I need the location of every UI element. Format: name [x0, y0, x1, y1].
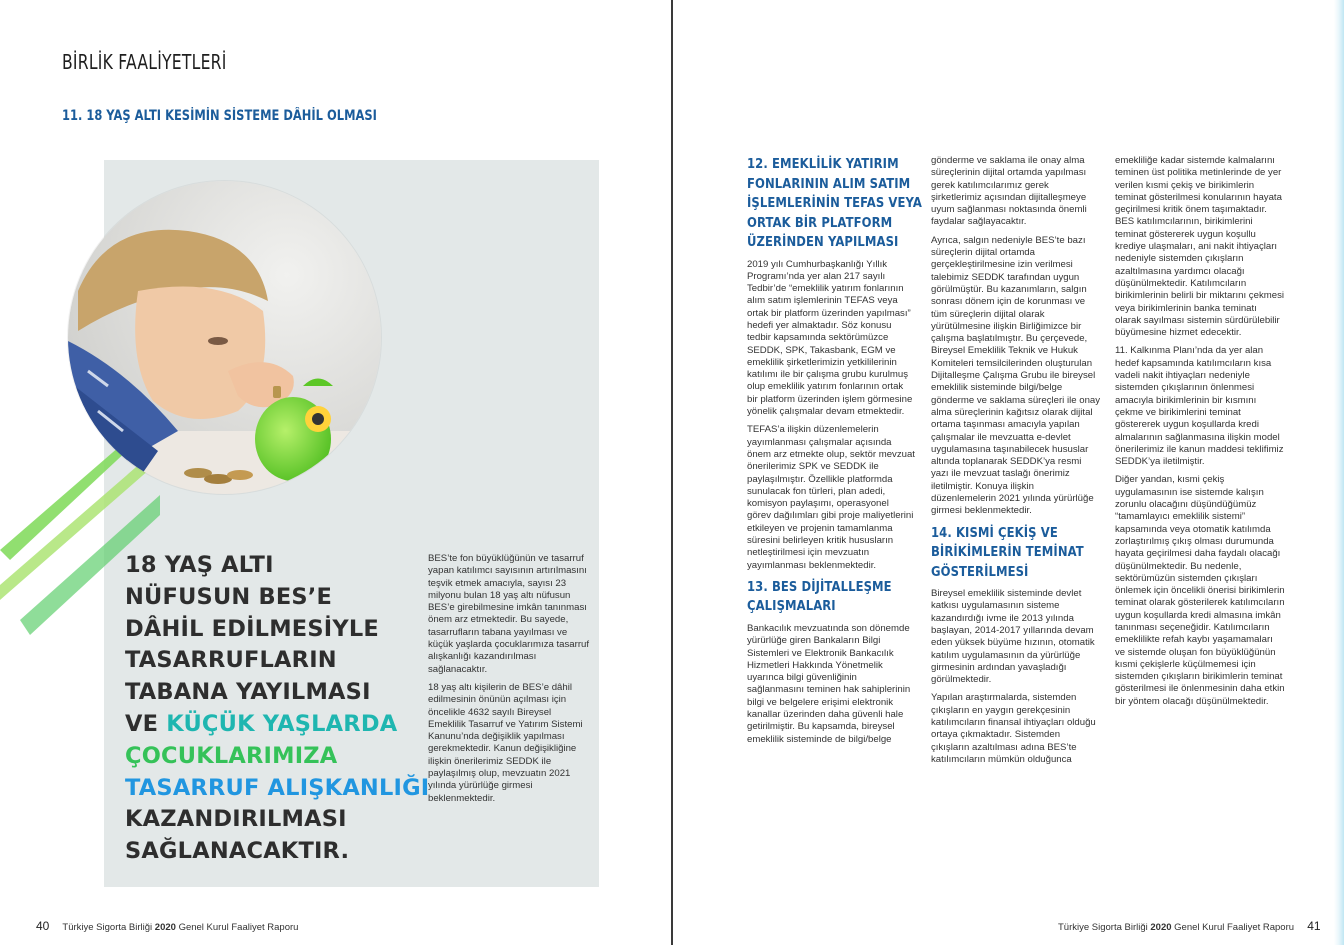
quote-line: SAĞLANACAKTIR.	[125, 838, 350, 865]
paragraph: Ayrıca, salgın nedeniyle BES’te bazı süreçlerin dijital ortamda gerçekleştirilmesine izin verilmesi talebimiz SEDDK tarafından uygun görülmüştür. Bu kazanımların, salgın sonrası dönem için de korunması ve tüm süreçlerin dijital olarak yürütülmesine ilişkin Birliğimizce bir çalışma başlatılmıştır. Bu çerçevede, Bireysel Emeklilik Teknik ve Hukuk Komiteleri temsilcilerinden oluşturulan Dijitalleşme Çalışma Grubu ile bireysel emeklilik sisteminde bilgi/belge gönderme ve saklama süreçleri ile onay alma süreçlerinin kağıtsız olarak dijital ortama taşınması amacıyla yapılan çalışmalar ile mevzuatta e-devlet uygulamasına taşınabilecek hususlar altında toplanarak SEDDK’ya resmi yazı ile mevzuat taslağı önerimiz iletilmiştir. Konuya ilişkin düzenlemelerin 2021 yılında yürürlüğe girmesi beklenmektedir.	[931, 234, 1101, 517]
heading-line: BİRİKİMLERİN TEMİNAT	[931, 544, 1084, 561]
child-saving-coin-photo	[68, 181, 381, 494]
footer-org: Türkiye Sigorta Birliği	[62, 922, 153, 933]
page-number: 41	[1307, 919, 1321, 933]
quote-highlight-teal: KÜÇÜK YAŞLARDA	[166, 710, 398, 737]
paragraph: gönderme ve saklama ile onay alma süreçlerinin dijital ortamda yapılması gerek katılımcılarımız gerek şirketlerimiz açısından dijitalleşmeye uyum sağlanması noktasında önemli faydalar sağlayacaktır.	[931, 155, 1087, 228]
left-footer	[36, 919, 298, 933]
section-title: BİRLİK FAALİYETLERİ	[62, 50, 227, 74]
heading-line: 13. BES DİJİTALLEŞME	[747, 578, 892, 595]
paragraph: 11. Kalkınma Planı’nda da yer alan hedef kapsamında katılımcıların kısa vadeli nakit ihtiyaçları nedeniyle sistemden çıkışlarının önlenmesi amacıyla birikimlerinin bir kısmını çekme ve birikimlerini teminat göstererek uygun koşullarda kredi almalarının sağlanmasına ilişkin model önerilerimiz ile kanun maddesi teklifimiz SEDDK’ya iletilmiştir.	[1115, 345, 1284, 468]
pull-quote	[125, 550, 430, 868]
page-edge-gradient	[1334, 0, 1344, 945]
paragraph: 18 yaş altı kişilerin de BES’e dâhil edilmesinin önünün açılması için öncelikle 4632 sayılı Bireysel Emeklilik Tasarruf ve Yatırım Sistemi Kanunu’nda değişiklik yapılması gerekmektedir. Kanun değişikliğine ilişkin önerilerimiz SEDDK ile paylaşılmış olup, mevzuatın 2021 yılında yürürlüğe girmesi beklenmektedir.	[428, 681, 583, 804]
quote-line: KAZANDIRILMASI	[125, 806, 347, 833]
quote-line: NÜFUSUN BES’E	[125, 583, 333, 610]
footer-report: Genel Kurul Faaliyet Raporu	[178, 922, 299, 933]
section-subtitle: 11. 18 YAŞ ALTI KESİMİN SİSTEME DÂHİL OLMASI	[62, 108, 377, 124]
heading-line: ORTAK BİR PLATFORM	[747, 214, 893, 231]
heading-line: 12. EMEKLİLİK YATIRIM	[747, 156, 899, 172]
paragraph: TEFAS’a ilişkin düzenlemelerin yayımlanması çalışmalar açısında önem arz etmekte olup, sektör mevzuat önerilerimiz SPK ve SEDDK ile paylaşılmıştır. Özellikle platformda sunulacak fon türleri, plan adedi, komisyon paylaşımı, operasyonel görev dağılımları gibi proje maliyetlerini etkileyen ve projenin tamamlanma süresini belirleyen kritik hususların netleştirilmesi için mevzuatın yayımlanması beklenmektedir.	[747, 424, 915, 571]
paragraph: 2019 yılı Cumhurbaşkanlığı Yıllık Programı’nda yer alan 217 sayılı Tedbir’de “emeklilik yatırım fonlarının alım satım işlemlerinin TEFAS veya ortak bir platform üzerinden yapılması” hedefi yer almaktadır. Söz konusu tedbir kapsamında sektörümüzce SEDDK, SPK, Takasbank, EGM ve emeklilik şirketlerimizin yetkililerinin katılımı ile bir çalışma grubu kurulmuş olup emeklilik yatırım fonlarının ortak bir platform üzerinden işlem görmesine yönelik çalışmalar devam etmektedir.	[747, 258, 913, 418]
page-number: 40	[36, 919, 50, 933]
heading-13	[747, 578, 915, 617]
heading-14	[931, 524, 1101, 583]
quote-line: DÂHİL EDİLMESİYLE	[125, 615, 379, 642]
paragraph: Diğer yandan, kısmi çekiş uygulamasının ise sistemde kalışın zorunlu olacağını düşündüğümüz “tamamlayıcı emeklilik sistemi” kapsamında veya otomatik katılımda zorlaştırılmış çıkış olması durumunda hayata geçirilmesi daha faydalı olacağı düşünülmektedir. Bu nedenle, sektörümüzün sistemden çıkışları önlemek için öncelikli önerisi birikimlerin teminat olarak gösterilerek katılımcıların uygun koşullarda kredi almasına imkân tanınması seçeneğidir. Katılımcıların emeklilikte refah kaybı yaşamamaları ve sistemde oluşan fon büyüklüğünün kısmi çekişlerle küçülmemesi için sistemden çıkışların birikimlerin teminat gösterilmesi ile önlenmesinin daha etkin bir yöntem olacağı düşünülmektedir.	[1115, 474, 1285, 707]
quote-line: TASARRUFLARIN	[125, 647, 337, 674]
quote-line: 18 YAŞ ALTI	[125, 552, 274, 578]
quote-line-prefix: VE	[125, 710, 167, 737]
heading-12	[747, 155, 922, 253]
paragraph: emekliliğe kadar sistemde kalmalarını teminen üst politika metinlerinde de yer verilen kısmi çekiş ve birikimlerin teminat gösterilmesi konularının hayata geçirilmesi kritik önem taşımaktadır. BES katılımcılarının, birikimlerini teminat göstererek uygun koşullu krediye ulaşmaları, ani nakit ihtiyaçları nedeniyle sistemden çıkışların azaltılmasına yardımcı olacağı düşünülmektedir. Katılımcıların birikimlerinin belirli bir miktarını çekmesi veya birikimlerinin banka teminatı olarak sayılması sistemin sürdürülebilir büyümesine hizmet edecektir.	[1115, 155, 1284, 339]
footer-year: 2020	[154, 922, 176, 933]
quote-line: TABANA YAYILMASI	[125, 679, 371, 706]
heading-line: FONLARININ ALIM SATIM	[747, 175, 911, 192]
paragraph: Yapılan araştırmalarda, sistemden çıkışların en yaygın gerekçesinin katılımcıların finansal ihtiyaçları olduğu ortaya çıkmaktadır. Sistemden çıkışların azaltılması adına BES’te katılımcıların mümkün olduğunca	[931, 692, 1096, 765]
quote-highlight-blue: TASARRUF ALIŞKANLIĞI	[125, 774, 430, 801]
heading-line: İŞLEMLERİNİN TEFAS VEYA	[747, 195, 922, 211]
right-column-3	[1115, 155, 1285, 714]
quote-line	[125, 709, 405, 741]
heading-line: ÇALIŞMALARI	[747, 598, 836, 615]
heading-line: GÖSTERİLMESİ	[931, 563, 1029, 580]
paragraph: Bireysel emeklilik sisteminde devlet katkısı uygulamasının sisteme kazandırdığı ivme ile 2013 yılında başlayan, 2014-2017 yıllarında devam eden yüksek büyüme hızının, otomatik katılım uygulamasının da yürürlüğe girmesinin ardından yavaşladığı görülmektedir.	[931, 588, 1095, 686]
footer-report: Genel Kurul Faaliyet Raporu	[1174, 922, 1295, 933]
right-column-1	[747, 155, 922, 752]
left-body-column	[428, 553, 590, 811]
quote-highlight-green: ÇOCUKLARIMIZA	[125, 742, 338, 769]
paragraph: BES’te fon büyüklüğünün ve tasarruf yapan katılımcı sayısının artırılmasını teşvik etmek amacıyla, sayısı 23 milyonu bulan 18 yaş altı nüfusun BES’e girebilmesine imkân tanınması önem arz etmektedir. Bu sayede, tasarrufların tabana yayılması ve küçük yaşlarda çocuklarımıza tasarruf alışkanlığı kazandırılması sağlanacaktır.	[428, 553, 590, 675]
paragraph: Bankacılık mevzuatında son dönemde yürürlüğe giren Bankaların Bilgi Sistemleri ve Elektronik Bankacılık Hizmetleri Hakkında Yönetmelik uyarınca bilgi güvenliğinin sağlanmasını teminen hak sahiplerinin bilgi ve belgelere erişimi elektronik kanallar üzerinden daha güvenli hale getirilmiştir. Bu kapsamda, bireysel emeklilik sisteminde de bilgi/belge	[747, 622, 911, 745]
right-footer	[1058, 919, 1321, 933]
right-column-2	[931, 155, 1101, 772]
footer-org: Türkiye Sigorta Birliği	[1058, 922, 1148, 933]
heading-line: 14. KISMİ ÇEKİŞ VE	[931, 524, 1058, 541]
footer-year: 2020	[1150, 922, 1172, 933]
heading-line: ÜZERİNDEN YAPILMASI	[747, 234, 899, 250]
